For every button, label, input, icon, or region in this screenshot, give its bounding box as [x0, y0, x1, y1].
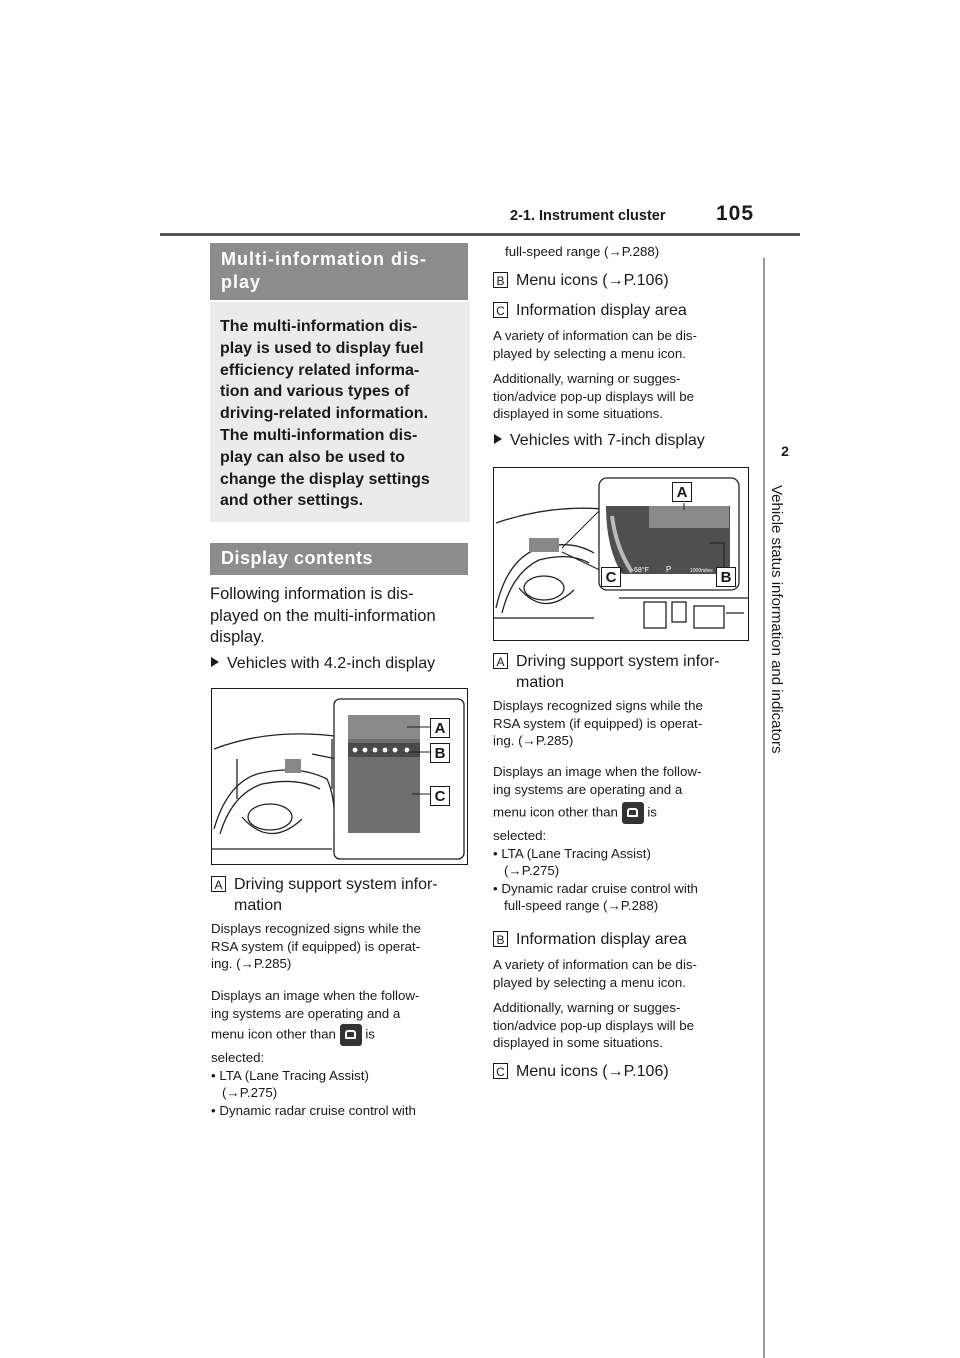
item7-a-desc3: menu icon other than is [493, 802, 753, 824]
figure-label-b: B [430, 743, 450, 763]
item7-a-heading: A Driving support system infor- mation [493, 651, 753, 695]
continued-bullet: full-speed range (→P.288) [505, 244, 660, 259]
item-c-desc1: A variety of information can be dis- played by selecting a menu icon. [493, 328, 697, 361]
chapter-title: Vehicle status information and indicators [768, 485, 785, 754]
item-a-desc1: Displays recognized signs while the RSA system (if equipped) is operat- ing. (→P.285) [211, 921, 421, 971]
arrow-right-icon [494, 434, 502, 444]
section-underline [210, 573, 468, 575]
item7-a-desc1: Displays recognized signs while the RSA system (if equipped) is operat- ing. (→P.285) [493, 698, 703, 748]
side-tab-bar [763, 258, 765, 1358]
display-contents-lead: Following information is dis- played on the multi-information display. [210, 585, 436, 646]
svg-text:1000miles: 1000miles [690, 568, 713, 574]
section-title: 2-1. Instrument cluster [510, 208, 666, 224]
dashboard-42-illustration [212, 689, 467, 864]
vehicle-42-heading: Vehicles with 4.2-inch display [211, 655, 435, 673]
section-heading-multi-info: Multi-information dis- play [210, 243, 468, 300]
item7-c-heading: C Menu icons (→P.106) [493, 1061, 753, 1083]
cluster-screen [285, 759, 301, 773]
chapter-number: 2 [781, 443, 789, 459]
item-b-heading: B Menu icons (→P.106) [493, 270, 753, 292]
item7-a-desc2: Displays an image when the follow- ing systems are operating and a [493, 764, 702, 797]
dashboard-7-illustration [494, 468, 748, 640]
driving-support-icon [622, 802, 644, 824]
figure-label-c: C [430, 786, 450, 806]
section-intro: The multi-information dis- play is used to display fuel efficiency related informa- tion and various types of driving-related information. The multi-information dis- play can also be used to change the display settings and other settings. [210, 302, 470, 522]
svg-text:P: P [666, 565, 672, 574]
figure-label-a: A [672, 482, 692, 502]
item-c-desc2: Additionally, warning or sugges- tion/advice pop-up displays will be displayed in some situations. [493, 371, 695, 421]
figure-label-b: B [716, 567, 736, 587]
figure-label-a: A [430, 718, 450, 738]
svg-text:68°F: 68°F [634, 567, 649, 574]
item-a-heading: A Driving support system infor- mation [211, 874, 471, 918]
item-a-desc3: menu icon other than is [211, 1024, 471, 1046]
item7-b-heading: B Information display area [493, 929, 753, 951]
vehicle-7-heading: Vehicles with 7-inch display [494, 432, 705, 450]
figure-label-c: C [601, 567, 621, 587]
item-c-heading: C Information display area [493, 300, 753, 322]
figure-7-inch-display [493, 467, 749, 641]
item7-b-desc1: A variety of information can be dis- played by selecting a menu icon. [493, 957, 697, 990]
section-heading-display-contents: Display contents [210, 543, 468, 573]
item7-b-desc2: Additionally, warning or sugges- tion/advice pop-up displays will be displayed in some situations. [493, 1000, 695, 1050]
arrow-right-icon [211, 657, 219, 667]
header-rule [160, 233, 800, 236]
display-area-a [649, 506, 729, 528]
item-a-list: selected: • LTA (Lane Tracing Assist) (→P.275) • Dynamic radar cruise control with [211, 1050, 416, 1118]
item-a-desc2: Displays an image when the follow- ing systems are operating and a [211, 988, 420, 1021]
item7-a-list: selected: • LTA (Lane Tracing Assist) (→P.275) • Dynamic radar cruise control with full-speed range (→P.288) [493, 828, 698, 913]
page-number: 105 [716, 202, 755, 225]
figure-42-inch-display [211, 688, 468, 865]
driving-support-icon [340, 1024, 362, 1046]
cluster-screen [529, 538, 559, 552]
